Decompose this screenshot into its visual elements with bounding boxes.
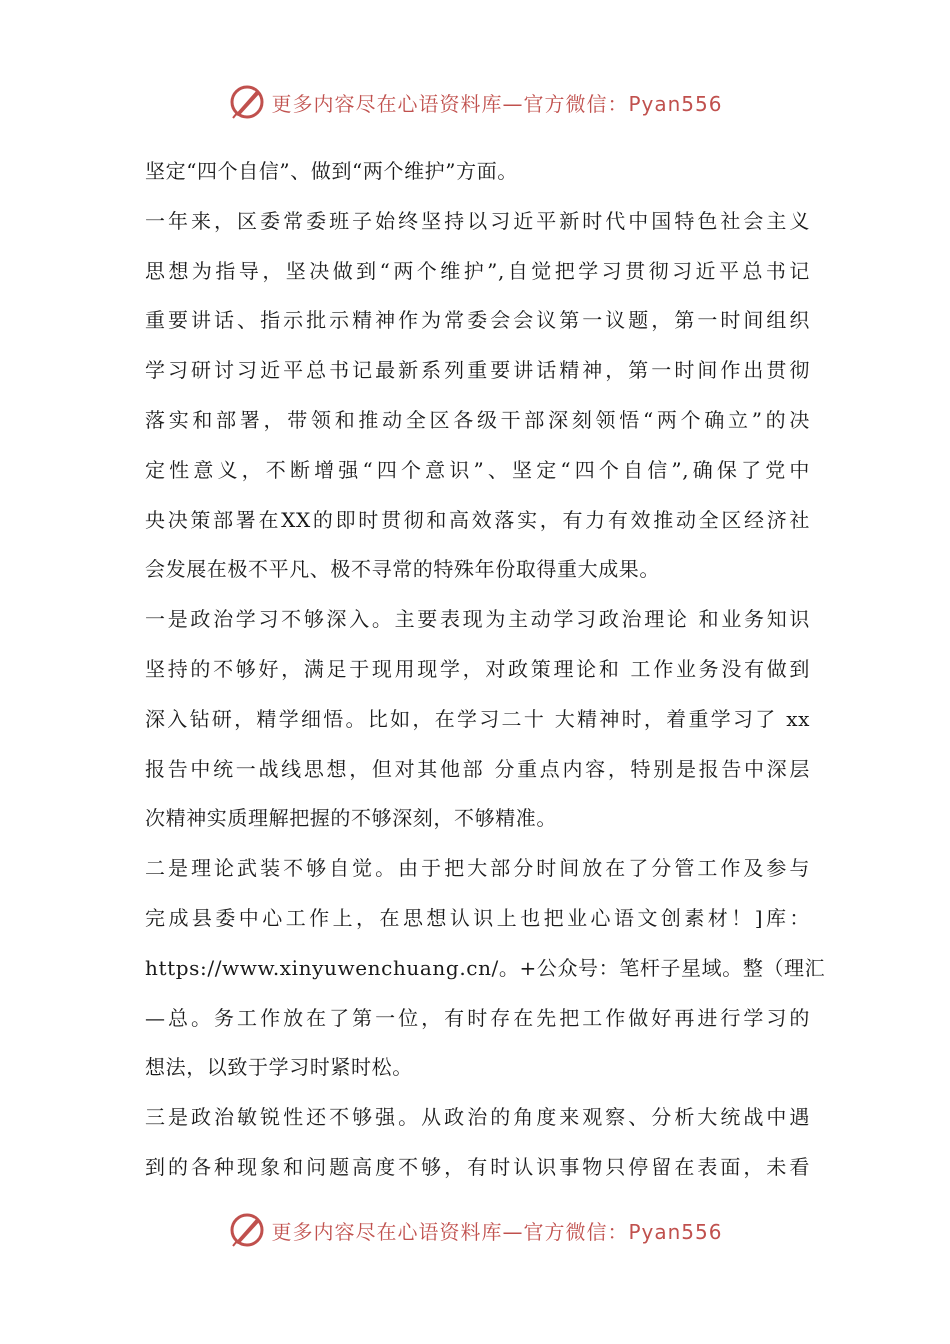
text-line: 落实和部署，带领和推动全区各级干部深刻领悟“两个确立”的决 <box>145 407 810 432</box>
text-line: 完成县委中心工作上，在思想认识上也把业心语文创素材！]库： <box>145 905 810 930</box>
text-line: 坚定“四个自信”、做到“两个维护”方面。 <box>145 159 518 183</box>
banner-separator: — <box>502 91 524 116</box>
text-line: 央决策部署在XX的即时贯彻和高效落实，有力有效推动全区经济社 <box>145 507 810 532</box>
text-line: 一年来，区委常委班子始终坚持以习近平新时代中国特色社会主义 <box>145 208 810 233</box>
text-line: 重要讲话、指示批示精神作为常委会会议第一议题，第一时间组织 <box>145 308 810 333</box>
banner-wechat: 官方微信：Pyan556 <box>523 91 723 116</box>
text-line: 思想为指导，坚决做到“两个维护”,自觉把学习贯彻习近平总书记 <box>145 258 810 283</box>
header-banner <box>0 80 950 124</box>
banner-text <box>271 1216 722 1245</box>
text-line: —总。务工作放在了第一位，有时存在先把工作做好再进行学习的 <box>145 1005 810 1030</box>
document-body <box>145 147 826 1193</box>
text-line: 想法，以致于学习时紧时松。 <box>145 1055 413 1080</box>
banner-brand: 更多内容尽在心语资料库 <box>271 91 503 116</box>
text-line: 二是理论武装不够自觉。由于把大部分时间放在了分管工作及参与 <box>145 856 810 881</box>
text-line: 三是政治敏锐性还不够强。从政治的角度来观察、分析大统战中遇 <box>145 1105 810 1130</box>
text-line: 次精神实质理解把握的不够深刻，不够精准。 <box>145 806 557 831</box>
banner-text <box>271 88 722 117</box>
text-line: 会发展在极不平凡、极不寻常的特殊年份取得重大成果。 <box>145 557 660 582</box>
text-line: https://www.xinyuwenchuang.cn/。+公众号：笔杆子星域。整（理汇 <box>145 955 826 980</box>
text-line: 到的各种现象和问题高度不够，有时认识事物只停留在表面，未看 <box>145 1154 810 1179</box>
text-line: 学习研讨习近平总书记最新系列重要讲话精神，第一时间作出贯彻 <box>145 358 810 383</box>
banner-separator: — <box>502 1219 524 1244</box>
footer-banner <box>0 1208 950 1252</box>
text-line: 报告中统一战线思想，但对其他部 分重点内容，特别是报告中深层 <box>145 756 810 781</box>
banner-brand: 更多内容尽在心语资料库 <box>271 1219 503 1244</box>
banner-wechat: 官方微信：Pyan556 <box>523 1219 723 1244</box>
quill-pen-logo-icon <box>227 1210 267 1250</box>
text-line: 深入钻研，精学细悟。比如，在学习二十 大精神时，着重学习了 xx <box>145 706 810 731</box>
text-line: 一是政治学习不够深入。主要表现为主动学习政治理论 和业务知识 <box>145 607 810 632</box>
quill-pen-logo-icon <box>227 82 267 122</box>
text-line: 坚持的不够好，满足于现用现学，对政策理论和 工作业务没有做到 <box>145 656 810 681</box>
text-line: 定性意义，不断增强“四个意识”、坚定“四个自信”,确保了党中 <box>145 457 810 482</box>
